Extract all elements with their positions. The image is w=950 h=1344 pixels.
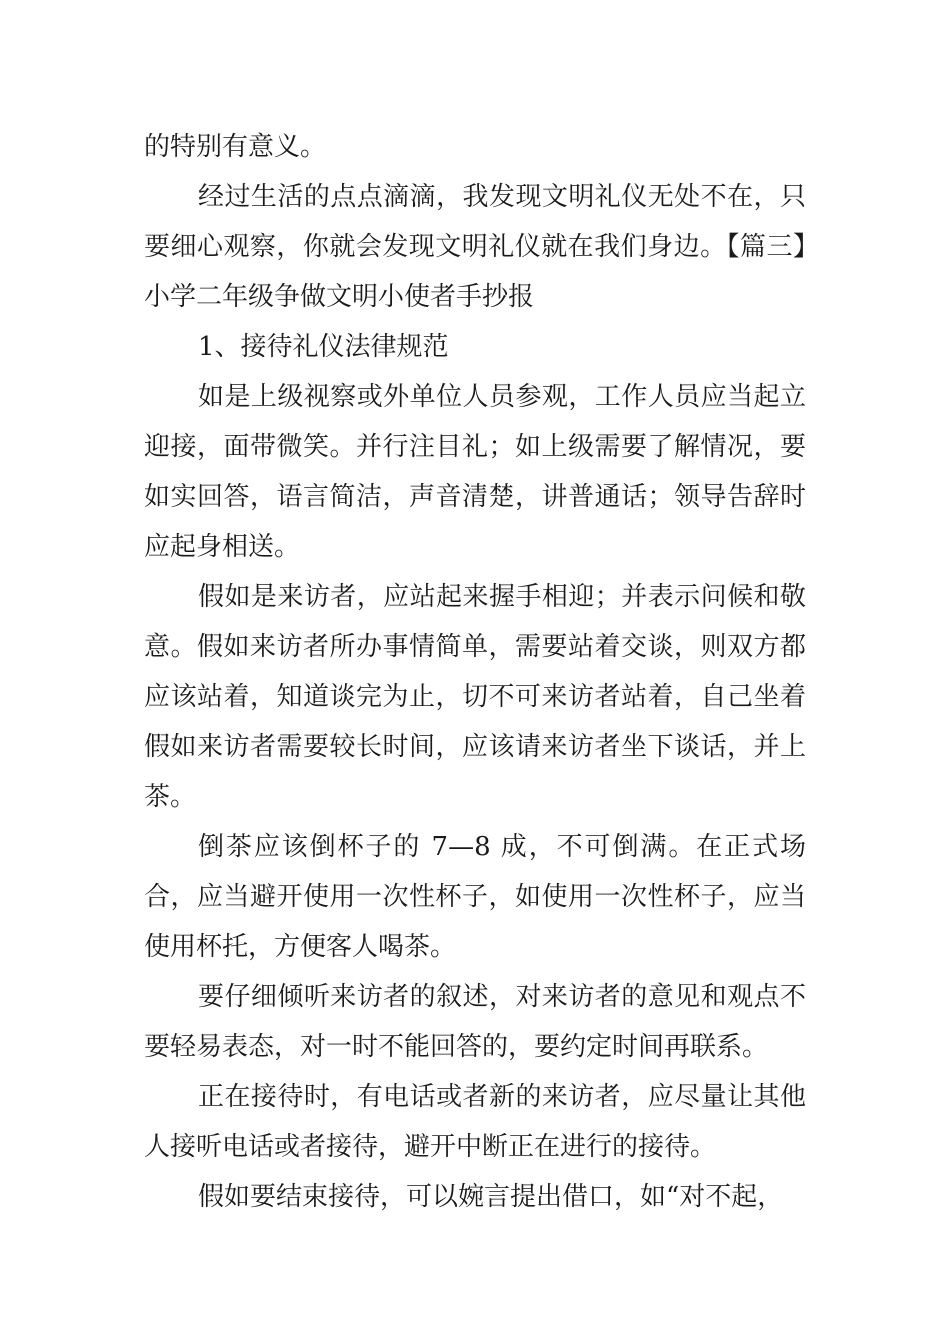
paragraph-etiquette-everywhere: 经过生活的点点滴滴，我发现文明礼仪无处不在，只要细心观察，你就会发现文明礼仪就在我们身边。【篇三】小学二年级争做文明小使者手抄报 [144,182,806,312]
document-body [144,122,806,1222]
paragraph-ending-reception: 假如要结束接待，可以婉言提出借口，如“对不起， [198,1182,784,1212]
paragraph-listening: 要仔细倾听来访者的叙述，对来访者的意见和观点不要轻易表态，对一时不能回答的，要约定时间再联系。 [144,982,806,1062]
paragraph-continuation: 的特别有意义。 [144,132,327,162]
paragraph-interruptions: 正在接待时，有电话或者新的来访者，应尽量让其他人接听电话或者接待，避开中断正在进行的接待。 [144,1082,806,1162]
section-heading-reception-etiquette: 1、接待礼仪法律规范 [198,332,449,362]
paragraph-visitors: 假如是来访者，应站起来握手相迎；并表示问候和敬意。假如来访者所办事情简单，需要站着交谈，则双方都应该站着，知道谈完为止，切不可来访者站着，自己坐着假如来访者需要较长时间，应该请来访者坐下谈话，并上茶。 [144,582,806,812]
paragraph-superior-inspection: 如是上级视察或外单位人员参观，工作人员应当起立迎接，面带微笑。并行注目礼；如上级需要了解情况，要如实回答，语言简洁，声音清楚，讲普通话；领导告辞时应起身相送。 [144,382,806,562]
paragraph-serving-tea: 倒茶应该倒杯子的 7—8 成，不可倒满。在正式场合，应当避开使用一次性杯子，如使用一次性杯子，应当使用杯托，方便客人喝茶。 [144,832,806,962]
